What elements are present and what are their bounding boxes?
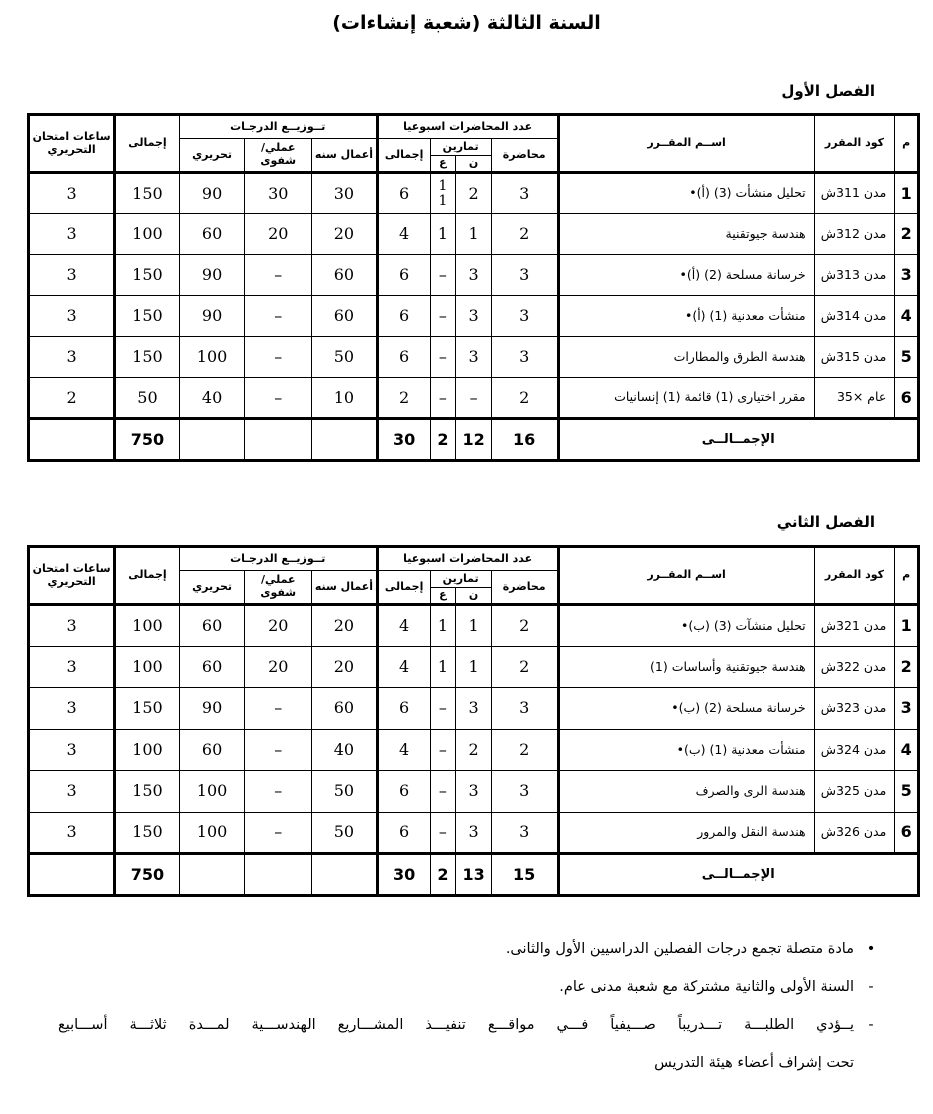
cell-lecture: 2 xyxy=(491,378,558,419)
semester-title: الفصل الثاني xyxy=(776,513,875,531)
cell-total: 100 xyxy=(115,214,180,255)
cell-year-work: 50 xyxy=(312,771,378,813)
header-year-work: أعمال سنه xyxy=(312,571,378,605)
cell-total: 50 xyxy=(115,378,180,419)
totals-empty-cell xyxy=(312,419,378,461)
table-row xyxy=(29,812,919,854)
cell-m: 6 xyxy=(895,378,919,419)
cell-year-work: 60 xyxy=(312,688,378,730)
cell-n: – xyxy=(456,378,492,419)
cell-total: 100 xyxy=(115,729,180,771)
cell-hours: 4 xyxy=(377,214,430,255)
cell-lecture: 2 xyxy=(491,646,558,688)
cell-m: 4 xyxy=(895,729,919,771)
cell-written: 90 xyxy=(179,173,245,214)
cell-m: 6 xyxy=(895,812,919,854)
cell-m: 5 xyxy=(895,337,919,378)
cell-written: 60 xyxy=(179,214,245,255)
totals-hours: 30 xyxy=(377,419,430,461)
cell-a: 1 xyxy=(430,646,456,688)
cell-name: خرسانة مسلحة (2) (أ)• xyxy=(558,255,814,296)
cell-code: مدن 321ش xyxy=(814,605,895,647)
cell-lecture: 3 xyxy=(491,173,558,214)
totals-grades: 750 xyxy=(115,854,180,896)
cell-practical: – xyxy=(245,688,312,730)
totals-empty-cell xyxy=(29,419,115,461)
cell-practical: 20 xyxy=(245,214,312,255)
cell-written: 60 xyxy=(179,729,245,771)
cell-hours: 6 xyxy=(377,173,430,214)
cell-code: مدن 323ش xyxy=(814,688,895,730)
cell-exam: 3 xyxy=(29,605,115,647)
cell-lecture: 3 xyxy=(491,812,558,854)
totals-label: الإجمــالــى xyxy=(558,419,918,461)
cell-exam: 3 xyxy=(29,214,115,255)
cell-year-work: 30 xyxy=(312,173,378,214)
cell-total: 150 xyxy=(115,296,180,337)
cell-written: 60 xyxy=(179,646,245,688)
header-year-work: أعمال سنه xyxy=(312,139,378,173)
cell-name: هندسة النقل والمرور xyxy=(558,812,814,854)
cell-name: هندسة جيوتقنية xyxy=(558,214,814,255)
cell-lecture: 3 xyxy=(491,688,558,730)
cell-name: هندسة الطرق والمطارات xyxy=(558,337,814,378)
cell-hours: 4 xyxy=(377,729,430,771)
totals-lecture: 16 xyxy=(491,419,558,461)
note-text: مادة متصلة تجمع درجات الفصلين الدراسيين الأول والثانى. xyxy=(505,941,854,957)
cell-total: 150 xyxy=(115,771,180,813)
cell-hours: 6 xyxy=(377,771,430,813)
header-exercises: تمارين xyxy=(430,139,491,156)
header-name: اســم المقــرر xyxy=(558,115,814,173)
cell-practical: – xyxy=(245,729,312,771)
cell-practical: 20 xyxy=(245,646,312,688)
cell-m: 2 xyxy=(895,214,919,255)
note-bullet: • xyxy=(866,941,876,957)
cell-code: مدن 322ش xyxy=(814,646,895,688)
cell-year-work: 50 xyxy=(312,812,378,854)
cell-code: مدن 325ش xyxy=(814,771,895,813)
cell-n: 3 xyxy=(456,296,492,337)
cell-m: 4 xyxy=(895,296,919,337)
cell-practical: – xyxy=(245,255,312,296)
cell-a: – xyxy=(430,378,456,419)
cell-exam: 3 xyxy=(29,688,115,730)
totals-empty-cell xyxy=(29,854,115,896)
header-lectures-group: عدد المحاضرات اسبوعيا xyxy=(377,547,558,571)
cell-year-work: 20 xyxy=(312,605,378,647)
header-name: اســم المقــرر xyxy=(558,547,814,605)
semester-title: الفصل الأول xyxy=(781,82,875,100)
header-practical: عملي/ شفوى xyxy=(245,139,312,173)
table-row xyxy=(29,771,919,813)
cell-exam: 3 xyxy=(29,729,115,771)
totals-empty-cell xyxy=(179,419,245,461)
cell-year-work: 10 xyxy=(312,378,378,419)
cell-total: 150 xyxy=(115,688,180,730)
cell-lecture: 2 xyxy=(491,214,558,255)
cell-m: 2 xyxy=(895,646,919,688)
header-total-grades: إجمالى xyxy=(115,547,180,605)
cell-name: خرسانة مسلحة (2) (ب)• xyxy=(558,688,814,730)
header-code: كود المقرر xyxy=(814,547,895,605)
cell-n: 3 xyxy=(456,255,492,296)
header-m: م xyxy=(895,547,919,605)
totals-empty-cell xyxy=(179,854,245,896)
totals-empty-cell xyxy=(245,419,312,461)
note-2 xyxy=(58,968,878,1006)
cell-n: 2 xyxy=(456,173,492,214)
cell-n: 1 xyxy=(456,214,492,255)
cell-lecture: 3 xyxy=(491,296,558,337)
header-a: ع xyxy=(430,156,456,173)
cell-name: تحليل منشآت (3) (ب)• xyxy=(558,605,814,647)
cell-n: 1 xyxy=(456,646,492,688)
cell-hours: 6 xyxy=(377,812,430,854)
note-3-continuation: تحت إشراف أعضاء هيئة التدريس xyxy=(654,1055,854,1071)
header-row xyxy=(29,547,919,571)
cell-practical: – xyxy=(245,378,312,419)
header-total-hours: إجمالى xyxy=(377,571,430,605)
totals-row xyxy=(29,854,919,896)
cell-year-work: 20 xyxy=(312,646,378,688)
cell-written: 100 xyxy=(179,812,245,854)
notes-section xyxy=(58,930,878,1082)
cell-code: عام ×35 xyxy=(814,378,895,419)
cell-name: منشأت معدنية (1) (ب)• xyxy=(558,729,814,771)
totals-lecture: 15 xyxy=(491,854,558,896)
cell-practical: 20 xyxy=(245,605,312,647)
cell-year-work: 50 xyxy=(312,337,378,378)
cell-written: 90 xyxy=(179,296,245,337)
cell-name: هندسة جيوتقنية وأساسات (1) xyxy=(558,646,814,688)
table-row xyxy=(29,255,919,296)
cell-total: 100 xyxy=(115,646,180,688)
cell-hours: 4 xyxy=(377,605,430,647)
totals-hours: 30 xyxy=(377,854,430,896)
cell-hours: 6 xyxy=(377,337,430,378)
cell-year-work: 40 xyxy=(312,729,378,771)
cell-code: مدن 312ش xyxy=(814,214,895,255)
table-row xyxy=(29,729,919,771)
table-row xyxy=(29,605,919,647)
header-lecture: محاضرة xyxy=(491,571,558,605)
cell-n: 2 xyxy=(456,729,492,771)
cell-total: 150 xyxy=(115,337,180,378)
totals-empty-cell xyxy=(312,854,378,896)
cell-exam: 3 xyxy=(29,255,115,296)
cell-hours: 6 xyxy=(377,296,430,337)
header-lecture: محاضرة xyxy=(491,139,558,173)
cell-total: 150 xyxy=(115,173,180,214)
cell-a: – xyxy=(430,688,456,730)
header-exercises: تمارين xyxy=(430,571,491,588)
cell-hours: 6 xyxy=(377,255,430,296)
cell-exam: 3 xyxy=(29,646,115,688)
cell-n: 3 xyxy=(456,337,492,378)
page-title: السنة الثالثة (شعبة إنشاءات) xyxy=(332,12,601,34)
cell-lecture: 3 xyxy=(491,337,558,378)
cell-a: – xyxy=(430,771,456,813)
cell-a: – xyxy=(430,296,456,337)
table-row xyxy=(29,646,919,688)
cell-m: 3 xyxy=(895,255,919,296)
cell-exam: 3 xyxy=(29,296,115,337)
cell-n: 1 xyxy=(456,605,492,647)
header-total-grades: إجمالى xyxy=(115,115,180,173)
cell-lecture: 3 xyxy=(491,771,558,813)
header-exam-hours: ساعات امتحان التحريري xyxy=(29,547,115,605)
table-row xyxy=(29,296,919,337)
header-n: ن xyxy=(456,156,492,173)
note-bullet: - xyxy=(868,1017,874,1033)
note-text: يــؤدي الطلبـــة تـــدريباً صـــيفياً فـــي مواقـــع تنفيـــذ المشـــاريع الهندســـية لمـــدة ثلاثـــة أســـابيع xyxy=(58,1017,854,1033)
cell-total: 150 xyxy=(115,812,180,854)
table-row xyxy=(29,214,919,255)
cell-practical: – xyxy=(245,812,312,854)
cell-name: منشأت معدنية (1) (أ)• xyxy=(558,296,814,337)
cell-name: مقرر اختيارى (1) قائمة (1) إنسانيات xyxy=(558,378,814,419)
cell-m: 1 xyxy=(895,173,919,214)
totals-empty-cell xyxy=(245,854,312,896)
cell-written: 90 xyxy=(179,688,245,730)
cell-lecture: 2 xyxy=(491,605,558,647)
header-m: م xyxy=(895,115,919,173)
cell-year-work: 60 xyxy=(312,255,378,296)
note-3 xyxy=(58,1006,878,1044)
cell-practical: – xyxy=(245,337,312,378)
header-practical: عملي/ شفوى xyxy=(245,571,312,605)
cell-practical: – xyxy=(245,771,312,813)
cell-lecture: 2 xyxy=(491,729,558,771)
table-row xyxy=(29,337,919,378)
cell-total: 100 xyxy=(115,605,180,647)
note-text: السنة الأولى والثانية مشتركة مع شعبة مدنى عام. xyxy=(559,979,854,995)
cell-a: 1 xyxy=(430,605,456,647)
cell-m: 5 xyxy=(895,771,919,813)
cell-year-work: 20 xyxy=(312,214,378,255)
cell-a: – xyxy=(430,812,456,854)
cell-n: 3 xyxy=(456,688,492,730)
cell-exam: 3 xyxy=(29,173,115,214)
cell-n: 3 xyxy=(456,812,492,854)
totals-n: 12 xyxy=(456,419,492,461)
header-lectures-group: عدد المحاضرات اسبوعيا xyxy=(377,115,558,139)
note-1 xyxy=(58,930,878,968)
cell-written: 100 xyxy=(179,771,245,813)
totals-grades: 750 xyxy=(115,419,180,461)
cell-code: مدن 315ش xyxy=(814,337,895,378)
header-written: تحريري xyxy=(179,571,245,605)
table-row xyxy=(29,173,919,214)
cell-exam: 3 xyxy=(29,337,115,378)
totals-row xyxy=(29,419,919,461)
cell-a: – xyxy=(430,729,456,771)
cell-a: 1 1 xyxy=(430,173,456,214)
header-grades-group: تــوزيــع الدرجـات xyxy=(179,115,377,139)
cell-written: 90 xyxy=(179,255,245,296)
cell-written: 100 xyxy=(179,337,245,378)
cell-practical: – xyxy=(245,296,312,337)
cell-year-work: 60 xyxy=(312,296,378,337)
cell-code: مدن 311ش xyxy=(814,173,895,214)
cell-code: مدن 326ش xyxy=(814,812,895,854)
cell-code: مدن 314ش xyxy=(814,296,895,337)
header-n: ن xyxy=(456,588,492,605)
note-bullet: - xyxy=(868,979,874,995)
header-a: ع xyxy=(430,588,456,605)
table-row xyxy=(29,688,919,730)
cell-hours: 4 xyxy=(377,646,430,688)
cell-exam: 3 xyxy=(29,771,115,813)
cell-total: 150 xyxy=(115,255,180,296)
cell-lecture: 3 xyxy=(491,255,558,296)
cell-a: 1 xyxy=(430,214,456,255)
cell-hours: 2 xyxy=(377,378,430,419)
header-exam-hours: ساعات امتحان التحريري xyxy=(29,115,115,173)
cell-code: مدن 313ش xyxy=(814,255,895,296)
semester-table xyxy=(27,113,920,462)
table-row xyxy=(29,378,919,419)
cell-written: 60 xyxy=(179,605,245,647)
cell-written: 40 xyxy=(179,378,245,419)
cell-m: 3 xyxy=(895,688,919,730)
cell-m: 1 xyxy=(895,605,919,647)
cell-code: مدن 324ش xyxy=(814,729,895,771)
totals-label: الإجمــالــى xyxy=(558,854,918,896)
cell-n: 3 xyxy=(456,771,492,813)
header-grades-group: تــوزيــع الدرجـات xyxy=(179,547,377,571)
header-written: تحريري xyxy=(179,139,245,173)
cell-exam: 2 xyxy=(29,378,115,419)
header-row xyxy=(29,115,919,139)
cell-a: – xyxy=(430,255,456,296)
totals-a: 2 xyxy=(430,854,456,896)
cell-name: تحليل منشأت (3) (أ)• xyxy=(558,173,814,214)
cell-exam: 3 xyxy=(29,812,115,854)
totals-n: 13 xyxy=(456,854,492,896)
cell-a: – xyxy=(430,337,456,378)
header-code: كود المقرر xyxy=(814,115,895,173)
cell-name: هندسة الرى والصرف xyxy=(558,771,814,813)
cell-practical: 30 xyxy=(245,173,312,214)
header-total-hours: إجمالى xyxy=(377,139,430,173)
cell-hours: 6 xyxy=(377,688,430,730)
totals-a: 2 xyxy=(430,419,456,461)
semester-table xyxy=(27,545,920,897)
